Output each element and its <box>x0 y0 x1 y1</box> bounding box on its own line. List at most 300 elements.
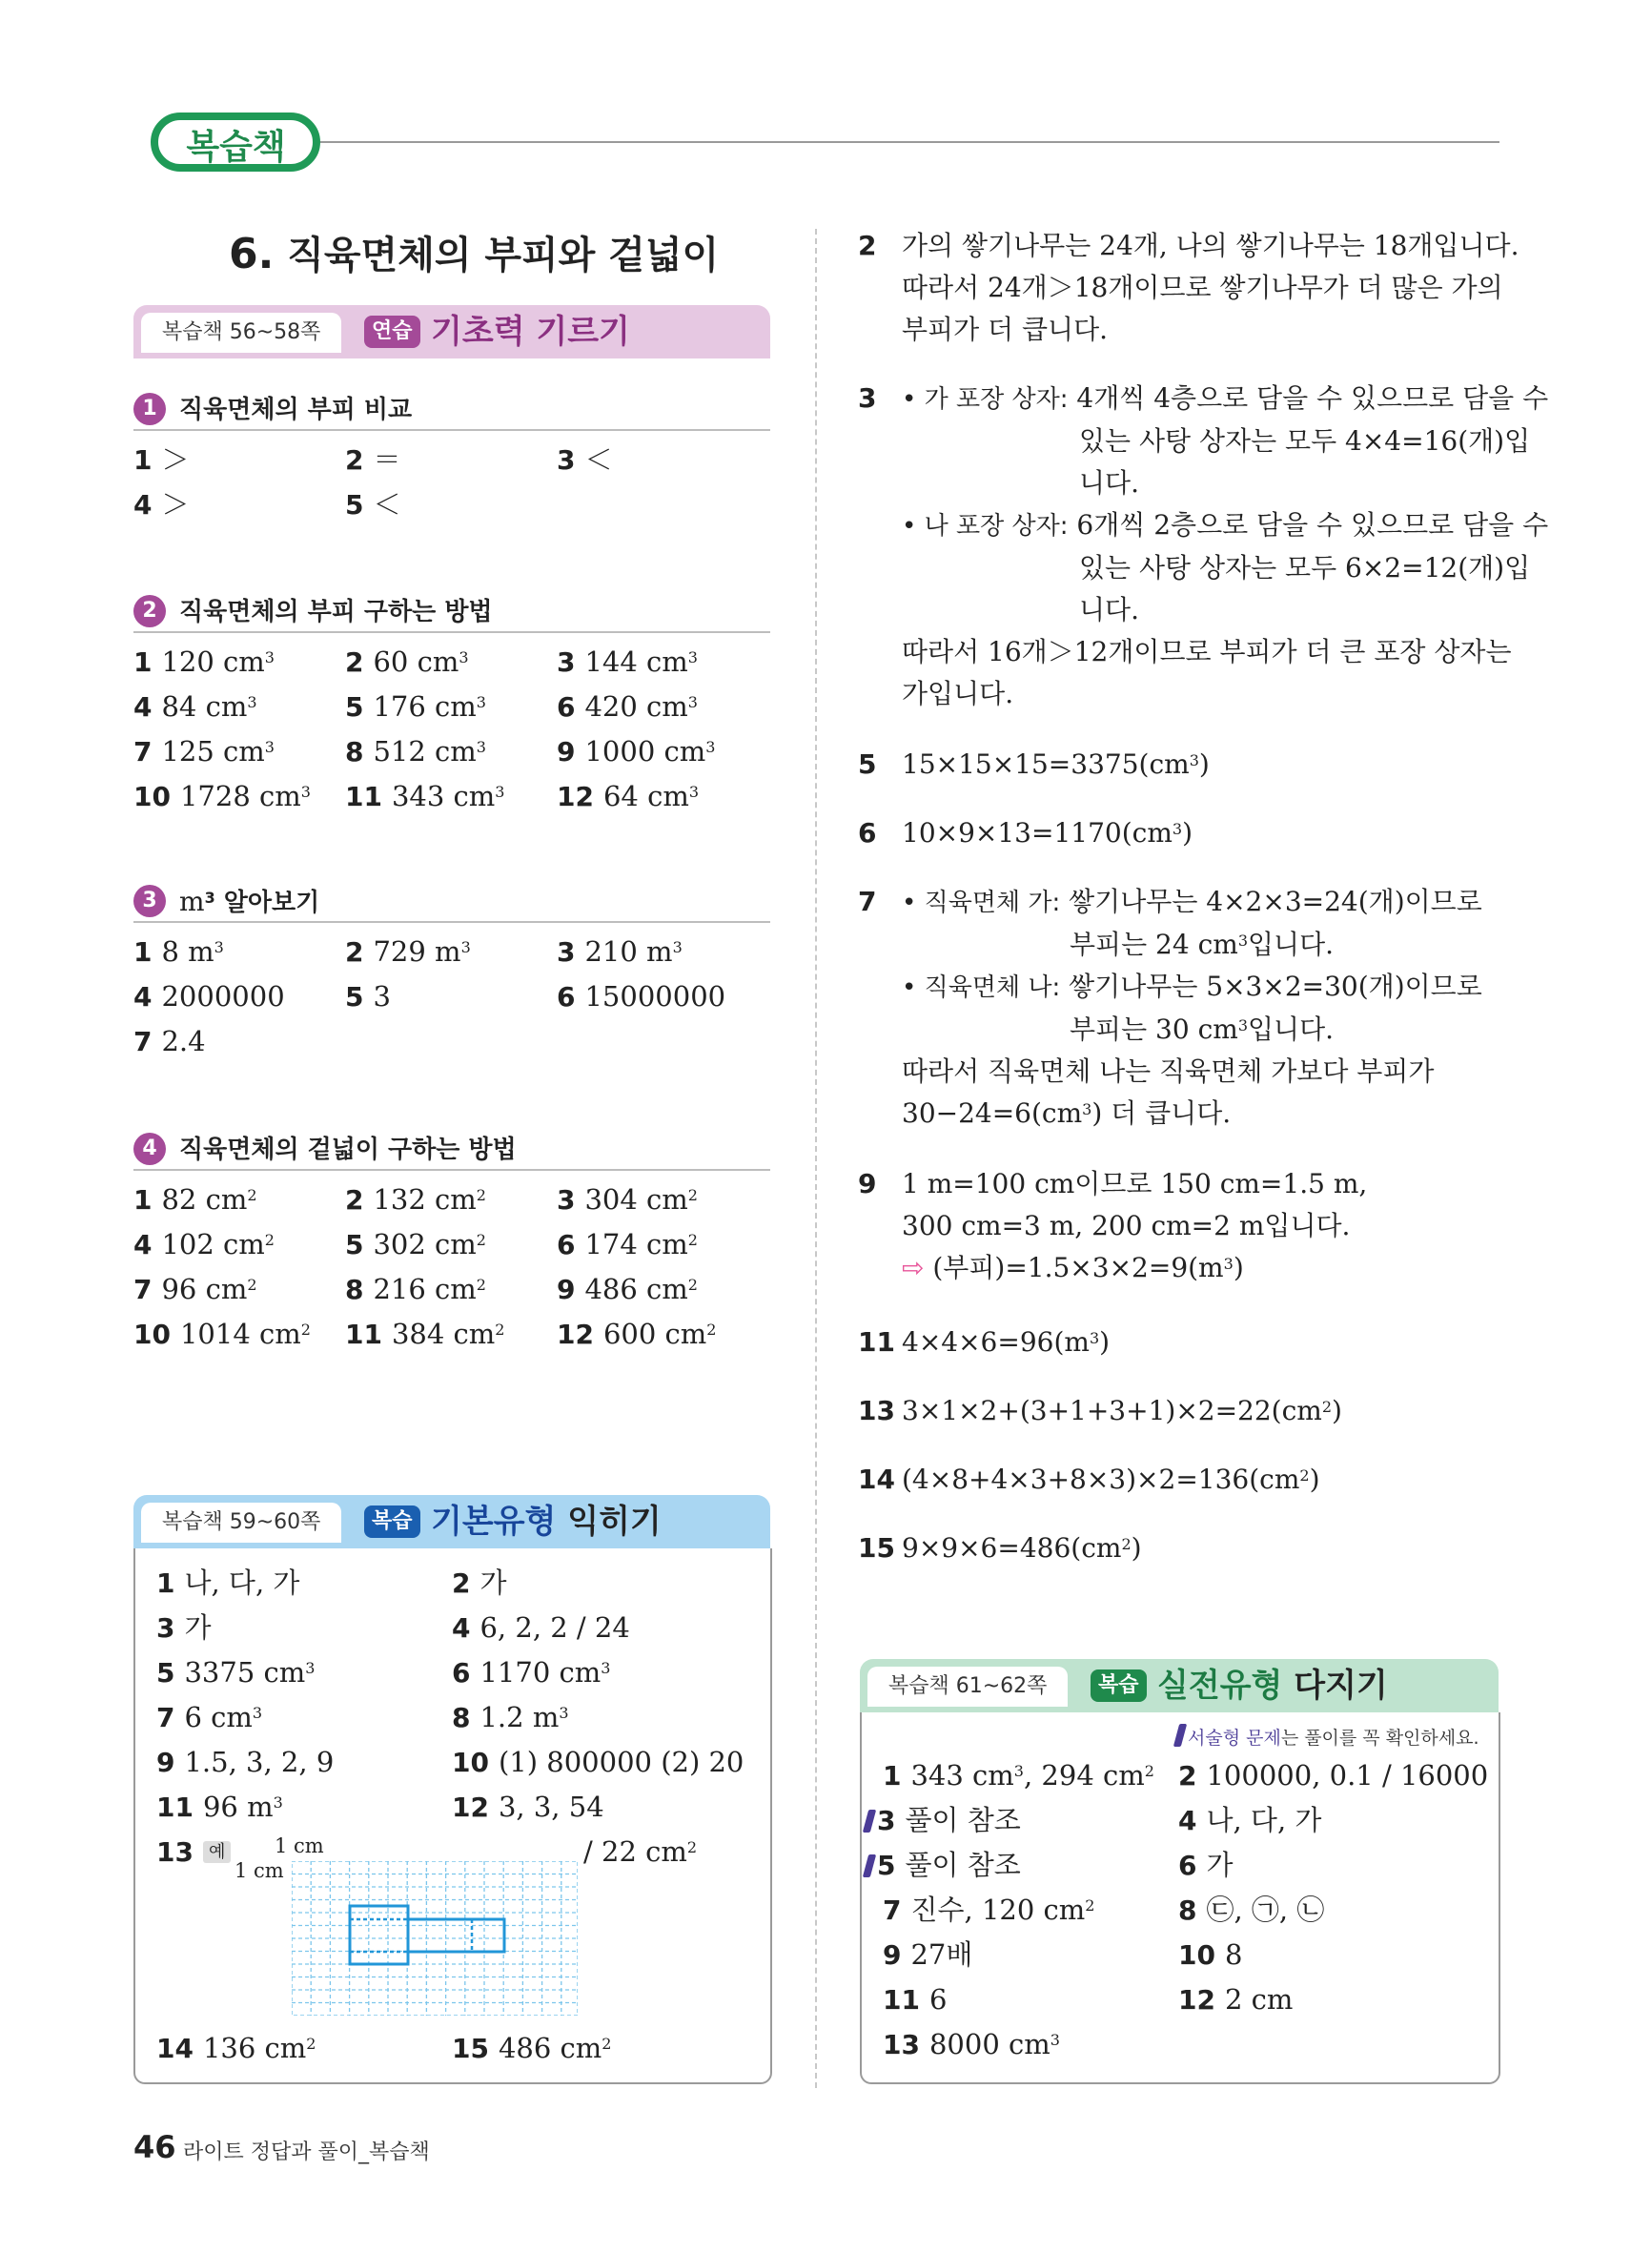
answer-exponent: 2 <box>476 1186 486 1204</box>
answer-number: 11 <box>156 1792 194 1823</box>
subsection-number: 2 <box>133 595 166 627</box>
answer-item <box>557 643 698 682</box>
solution-line: 있는 사탕 상자는 모두 6×2=12(개)입 <box>1079 552 1531 584</box>
answer-value: 136 cm <box>202 2032 307 2064</box>
essay-note-rest: 는 풀이를 꼭 확인하세요. <box>1280 1728 1479 1749</box>
section-banner-type <box>133 1495 770 1548</box>
answer-value: ＝ <box>373 443 401 476</box>
section-title <box>431 1501 662 1543</box>
chapter-title <box>229 225 719 279</box>
answer-exponent: 3 <box>1050 2031 1060 2049</box>
subsection-number: 4 <box>133 1133 166 1165</box>
essay-note-key: 서술형 문제 <box>1188 1728 1281 1749</box>
solution-line: 6개씩 2층으로 담을 수 있으므로 담을 수 <box>1076 509 1549 541</box>
header-badge <box>133 107 338 181</box>
answer-item <box>133 1180 257 1219</box>
grid-unit-y: 1 cm <box>235 1859 284 1882</box>
answer-item <box>557 977 725 1016</box>
answer-value: 풀이 참조 <box>905 1849 1021 1881</box>
answer-exponent: 3 <box>460 938 471 956</box>
section-title-main: 기본유형 <box>431 1503 557 1541</box>
answer-item <box>557 732 715 771</box>
answer-item <box>557 1270 698 1309</box>
answer-item <box>156 1788 283 1827</box>
answer-number: 6 <box>557 1229 576 1260</box>
solution-line: 니다. <box>1079 594 1139 625</box>
answer-number: 13 <box>883 2029 920 2060</box>
subsection-title <box>179 595 493 629</box>
answer-number: 6 <box>557 981 576 1013</box>
answer-value: 3375 cm <box>184 1656 306 1689</box>
answer-exponent: 3 <box>687 693 698 711</box>
answer-number: 1 <box>133 1184 153 1216</box>
answer-value: 100000, 0.1 / 16000 <box>1206 1759 1489 1792</box>
answer-exponent: 2 <box>1085 1896 1095 1915</box>
answer-value: 나, 다, 가 <box>1206 1804 1322 1836</box>
answer-item <box>557 1225 698 1264</box>
answer-value: 82 cm <box>161 1183 248 1216</box>
answer-value: 600 cm <box>602 1318 707 1350</box>
solution-number: 5 <box>858 748 877 780</box>
answer-item <box>345 1270 486 1309</box>
answer-exponent: 2 <box>300 1321 311 1339</box>
answer-number: 3 <box>557 444 576 476</box>
answer-item <box>156 1743 334 1782</box>
arrow-icon: ⇨ <box>902 1252 925 1283</box>
subsection-title <box>179 1133 517 1167</box>
answer-number: 6 <box>557 691 576 723</box>
solution-3 <box>858 378 1548 715</box>
solution-number: 3 <box>858 382 877 414</box>
answer-item <box>156 1608 212 1648</box>
answer-number: 2 <box>345 646 364 678</box>
section-title <box>1157 1665 1388 1707</box>
answer-exponent: 3 <box>264 648 275 666</box>
answer-value: 210 m <box>584 935 673 968</box>
answer-value: 가 <box>479 1567 507 1599</box>
subsection-heading <box>133 883 770 923</box>
answer-number: 2 <box>1178 1760 1197 1792</box>
answer-number: 8 <box>345 736 364 768</box>
answer-number: 3 <box>557 1184 576 1216</box>
solution-line: (부피)=1.5×3×2=9(m <box>932 1252 1224 1283</box>
solution-line: 9×9×6=486(cm <box>902 1532 1122 1564</box>
answer-item <box>557 777 699 816</box>
badge-label: 복습책 <box>186 128 286 167</box>
answer-value: 304 cm <box>584 1183 688 1216</box>
answer-item <box>557 440 613 480</box>
solution-number: 11 <box>858 1326 895 1358</box>
answer-number: 5 <box>345 489 364 521</box>
answer-item <box>883 1936 972 1975</box>
answer-value: 343 cm <box>391 780 496 812</box>
section-ref: 복습책 56~58쪽 <box>141 313 341 353</box>
answer-exponent: 3 <box>559 1704 569 1722</box>
section-banner-basic <box>133 305 770 358</box>
answer-number: 10 <box>1178 1939 1215 1971</box>
answer-item <box>133 732 275 771</box>
answer-value: 132 cm <box>373 1183 477 1216</box>
solution-line-end: ) <box>1131 1532 1142 1564</box>
answer-value: 512 cm <box>373 735 477 768</box>
answer-exponent: 2 <box>306 2035 316 2053</box>
answer-item <box>156 2029 316 2068</box>
solution-number: 13 <box>858 1395 895 1426</box>
case-label: • 직육면체 가: <box>902 889 1061 917</box>
answer-item <box>883 2025 1060 2064</box>
answer-item <box>133 643 275 682</box>
answer-exponent: 2 <box>687 1186 698 1204</box>
solution-number: 14 <box>858 1464 895 1495</box>
answer-number: 15 <box>452 2033 489 2064</box>
answer-item <box>883 1756 1154 1795</box>
solution-line: 4×4×6=96(m <box>902 1326 1090 1358</box>
answer-value: 384 cm <box>391 1318 496 1350</box>
subsection-title-exponent: 3 <box>204 889 215 907</box>
answer-value: 27배 <box>910 1938 973 1971</box>
solution-number: 7 <box>858 886 877 917</box>
answer-number: 1 <box>133 646 153 678</box>
exponent: 2 <box>1121 1535 1132 1553</box>
answer-exponent: 2 <box>1144 1762 1154 1780</box>
answer-exponent: 3 <box>476 738 486 756</box>
answer-exponent: 3 <box>247 693 257 711</box>
grid-unit-x: 1 cm <box>275 1834 324 1857</box>
answer-value: 6 <box>928 1983 948 2016</box>
answer-number: 6 <box>1178 1850 1197 1881</box>
solution-line: 300 cm=3 m, 200 cm=2 m입니다. <box>902 1210 1351 1241</box>
answer-item <box>452 1653 610 1692</box>
answer-value: 진수, 120 cm <box>910 1894 1086 1926</box>
answer-number: 4 <box>133 691 153 723</box>
answer-value: 8 m <box>161 935 214 968</box>
answer-item <box>133 1022 206 1061</box>
answer-exponent: 2 <box>602 2035 612 2053</box>
solution-number: 6 <box>858 817 877 849</box>
answer-exponent: 2 <box>264 1231 275 1249</box>
answer-value: (1) 800000 (2) 20 <box>498 1746 744 1778</box>
answer-exponent: 2 <box>495 1321 505 1339</box>
subsection-heading <box>133 593 770 633</box>
answer-item <box>345 643 469 682</box>
exponent: 2 <box>1321 1398 1333 1416</box>
answer-number: 5 <box>345 691 364 723</box>
solution-line-end: ) <box>1233 1252 1244 1283</box>
answer-number: 5 <box>345 1229 364 1260</box>
answer-value: 216 cm <box>373 1273 477 1305</box>
answer-item <box>133 777 311 816</box>
answer-value: 1000 cm <box>584 735 706 768</box>
answer-number: 7 <box>133 736 153 768</box>
subsection-title-unit: m <box>179 886 205 917</box>
column-separator <box>815 229 817 2088</box>
exponent: 3 <box>1089 1329 1100 1347</box>
answer-value: 120 cm <box>161 645 265 678</box>
answer-number: 5 <box>345 981 364 1013</box>
answer-value: 1.2 m <box>479 1701 560 1733</box>
solution-line: 부피가 더 큽니다. <box>902 314 1109 345</box>
answer-exponent: 3 <box>273 1793 283 1812</box>
solution-line: 가입니다. <box>902 678 1014 709</box>
answer-item <box>345 485 401 524</box>
answer-item <box>345 777 504 816</box>
answer-exponent: 3 <box>264 738 275 756</box>
solution-number: 2 <box>858 230 877 261</box>
answer-value: 60 cm <box>373 645 459 678</box>
answer-item <box>557 687 698 727</box>
solution-7: 7 • 직육면체 가: 쌓기나무는 4×2×3=24(개)이므로 부피는 24 $cm^3$입니다. • 직육면체 나: 쌓기나무는 5×3×2=30(개)이므로 부피는 30 $cm^3$입니다. 따라서 직육면체 나는 직육면체 가보다 부피가 $30-24=6(cm^3)$ 더 큽니다. <box>858 881 1482 1135</box>
q13-label <box>156 1833 231 1872</box>
answer-item <box>452 1608 630 1648</box>
answer-number: 9 <box>156 1747 175 1778</box>
answer-value: 343 cm <box>910 1759 1014 1792</box>
answer-number: 11 <box>345 1319 382 1350</box>
answer-value: 174 cm <box>584 1228 688 1260</box>
page-number: 46 <box>133 2129 176 2165</box>
answer-item <box>345 1180 486 1219</box>
section-tag: 복습 <box>364 1505 420 1538</box>
answer-value: ＜ <box>584 443 613 476</box>
subsection-heading <box>133 1131 770 1171</box>
answer-item <box>156 1653 315 1692</box>
solution-14 <box>858 1459 1320 1501</box>
answer-value: 420 cm <box>584 690 688 723</box>
answer-number: 11 <box>883 1984 920 2016</box>
subsection-title-text: 알아보기 <box>214 889 320 917</box>
solution-line-end: ) <box>1099 1326 1111 1358</box>
answer-item <box>557 1180 698 1219</box>
answer-item <box>345 932 471 972</box>
answer-number: 10 <box>452 1747 489 1778</box>
answer-value: ＞ <box>161 488 190 521</box>
answer-value: 2.4 <box>161 1025 206 1057</box>
answer-exponent: 3 <box>252 1704 263 1722</box>
solution-line: 따라서 16개＞12개이므로 부피가 더 큰 포장 상자는 <box>902 636 1512 667</box>
solution-line: 1 m=100 cm이므로 150 cm=1.5 m, <box>902 1168 1368 1199</box>
net-grid-figure <box>292 1861 578 2016</box>
answer-item <box>156 1698 262 1737</box>
answer-number: 1 <box>133 936 153 968</box>
subsection-title-text: 직육면체의 부피 구하는 방법 <box>179 598 493 626</box>
answer-number: 7 <box>883 1895 902 1926</box>
answer-value: 144 cm <box>584 645 688 678</box>
exponent: 2 <box>1299 1466 1310 1485</box>
answer-value: 3, 3, 54 <box>498 1791 604 1823</box>
net-shape <box>408 1919 504 1952</box>
exponent: 3 <box>1172 820 1183 838</box>
solution-line: 부피는 30 cm <box>1070 1014 1238 1045</box>
section-title: 기초력 기르기 <box>431 313 630 351</box>
answer-number: 6 <box>452 1657 471 1689</box>
answer-number: 9 <box>557 1274 576 1305</box>
answer-exponent: 3 <box>214 938 224 956</box>
solution-line: 쌓기나무는 4×2×3=24(개)이므로 <box>1069 886 1482 917</box>
solution-line: 쌓기나무는 5×3×2=30(개)이므로 <box>1069 971 1482 1002</box>
answer-item <box>452 2029 611 2068</box>
answer-item <box>557 932 683 972</box>
solution-line: 4개씩 4층으로 담을 수 있으므로 담을 수 <box>1076 382 1549 414</box>
answer-item <box>133 977 285 1016</box>
answer-exponent: 2 <box>687 1276 698 1294</box>
answer-number: 1 <box>133 444 153 476</box>
answer-number: 9 <box>557 736 576 768</box>
answer-item <box>883 1980 947 2019</box>
answer-exponent: 2 <box>476 1231 486 1249</box>
answer-number: 4 <box>133 1229 153 1260</box>
answer-number: 3 <box>557 646 576 678</box>
answer-value: 64 cm <box>602 780 689 812</box>
answer-number: 8 <box>1178 1895 1197 1926</box>
answer-exponent: 3 <box>688 783 700 801</box>
header-rule <box>315 141 1499 143</box>
solution-2 <box>858 225 1519 351</box>
answer-value: 125 cm <box>161 735 265 768</box>
answer-number: 2 <box>345 936 364 968</box>
answer-number: 10 <box>133 1319 171 1350</box>
solution-line-end: ) <box>1182 817 1193 849</box>
answer-number: 4 <box>133 981 153 1013</box>
answer-value: 풀이 참조 <box>905 1804 1021 1836</box>
answer-item <box>452 1743 744 1782</box>
subsection-title <box>179 393 412 427</box>
answer-exponent: 3 <box>300 783 311 801</box>
solution-line: 10×9×13=1170(cm <box>902 817 1173 849</box>
answer-item <box>1178 1801 1321 1840</box>
answer-value: 15000000 <box>584 980 726 1013</box>
answer-value: 1014 cm <box>179 1318 301 1350</box>
answer-value: , 294 cm <box>1023 1759 1145 1792</box>
answer-value: ＜ <box>373 488 401 521</box>
answer-exponent: 2 <box>247 1186 257 1204</box>
answer-value: ㉢, ㉠, ㉡ <box>1206 1894 1325 1926</box>
subsection-heading <box>133 391 770 431</box>
answer-value: 가 <box>184 1611 212 1644</box>
answer-number: 4 <box>1178 1805 1197 1836</box>
solution-5 <box>858 744 1210 786</box>
answer-value: 102 cm <box>161 1228 265 1260</box>
subsection-number: 1 <box>133 393 166 425</box>
q13-answer <box>583 1833 697 1871</box>
answer-item <box>133 687 257 727</box>
answer-value: 6, 2, 2 / 24 <box>479 1611 630 1644</box>
answer-exponent: 2 <box>247 1276 257 1294</box>
answer-number: 2 <box>345 1184 364 1216</box>
solution-line-end: ) <box>1309 1464 1320 1495</box>
answer-value: 486 cm <box>498 2032 602 2064</box>
answer-number: 5 <box>877 1850 896 1881</box>
answer-value: 84 cm <box>161 690 248 723</box>
answer-item <box>156 1564 299 1603</box>
answer-number: 12 <box>1178 1984 1215 2016</box>
answer-value: 302 cm <box>373 1228 477 1260</box>
answer-value: 96 m <box>202 1791 274 1823</box>
answer-exponent: 3 <box>1013 1762 1024 1780</box>
subsection-number: 3 <box>133 885 166 917</box>
answer-value: ＞ <box>161 443 190 476</box>
answer-value: 6 cm <box>184 1701 253 1733</box>
answer-number: 4 <box>133 489 153 521</box>
answer-item <box>133 1225 275 1264</box>
answer-item <box>345 732 486 771</box>
solution-line: 3×1×2+(3+1+3+1)×2=22(cm <box>902 1395 1322 1426</box>
section-title-sub: 익히기 <box>556 1503 662 1541</box>
solution-line-end: ) <box>1198 748 1210 780</box>
answer-number: 12 <box>452 1792 489 1823</box>
answer-number: 8 <box>452 1702 471 1733</box>
essay-note <box>1176 1724 1479 1750</box>
answer-number: 1 <box>156 1567 175 1599</box>
case-label: • 직육면체 나: <box>902 973 1061 1002</box>
solution-line: 가의 쌓기나무는 24개, 나의 쌓기나무는 18개입니다. <box>902 230 1519 261</box>
answer-item <box>452 1698 569 1737</box>
answer-item <box>1178 1846 1234 1885</box>
answer-value: / 22 cm <box>583 1835 687 1868</box>
answer-item <box>1178 1891 1324 1930</box>
answer-exponent: 3 <box>601 1659 611 1677</box>
answer-number: 3 <box>156 1612 175 1644</box>
answer-number: 14 <box>156 2033 194 2064</box>
answer-value: 2000000 <box>161 980 285 1013</box>
answer-item <box>133 1315 311 1354</box>
answer-value: 1170 cm <box>479 1656 602 1689</box>
answer-item <box>1178 1756 1488 1795</box>
answer-exponent: 2 <box>476 1276 486 1294</box>
answer-item <box>877 1801 1021 1840</box>
solution-line: 따라서 24개＞18개이므로 쌓기나무가 더 많은 가의 <box>902 272 1503 303</box>
answer-value: 8000 cm <box>928 2028 1050 2060</box>
subsection-title-text: 직육면체의 겉넓이 구하는 방법 <box>179 1136 517 1164</box>
answer-number: 3 <box>557 936 576 968</box>
solution-line-end: ) <box>1332 1395 1342 1426</box>
subsection-title-text: 직육면체의 부피 비교 <box>179 396 413 424</box>
answer-item <box>133 485 190 524</box>
solution-line: 따라서 직육면체 나는 직육면체 가보다 부피가 <box>902 1055 1435 1087</box>
answer-item <box>345 1225 486 1264</box>
footer-caption: 라이트 정답과 풀이_복습책 <box>183 2140 430 2164</box>
solution-line: (4×8+4×3+8×3)×2=136(cm <box>902 1464 1300 1495</box>
answer-exponent: 2 <box>686 1838 698 1856</box>
answer-item <box>883 1891 1094 1930</box>
answer-item <box>345 687 486 727</box>
answer-value: 176 cm <box>373 690 477 723</box>
answer-number: 5 <box>156 1657 175 1689</box>
answer-number: 2 <box>452 1567 471 1599</box>
answer-item <box>557 1315 716 1354</box>
solution-9: 9 1 m=100 cm이므로 150 cm=1.5 m, 300 cm=3 m, 200 cm=2 m입니다. ⇨ (부피)$=1.5\times 3\times 2=9(m^3)$ <box>858 1163 1367 1289</box>
solution-number: 9 <box>858 1168 877 1199</box>
answer-value: 1.5, 3, 2, 9 <box>184 1746 335 1778</box>
net-shape <box>350 1906 408 1964</box>
answer-number: 7 <box>133 1026 153 1057</box>
answer-exponent: 2 <box>706 1321 717 1339</box>
answer-number: 4 <box>452 1612 471 1644</box>
answer-item <box>133 932 224 972</box>
section-banner-practice <box>860 1659 1499 1712</box>
section-tag: 복습 <box>1091 1669 1147 1702</box>
solution-line: 입니다. <box>1248 1014 1335 1045</box>
answer-number: 12 <box>557 1319 594 1350</box>
solution-line: 입니다. <box>1248 929 1335 960</box>
solution-11 <box>858 1321 1110 1363</box>
answer-exponent: 3 <box>305 1659 316 1677</box>
answer-number: 2 <box>345 444 364 476</box>
solution-15 <box>858 1527 1142 1569</box>
answer-item <box>345 1315 504 1354</box>
answer-item <box>452 1564 507 1603</box>
answer-exponent: 3 <box>705 738 716 756</box>
solution-line: 있는 사탕 상자는 모두 4×4=16(개)입 <box>1079 425 1531 457</box>
chapter-number: 6. <box>229 230 275 278</box>
